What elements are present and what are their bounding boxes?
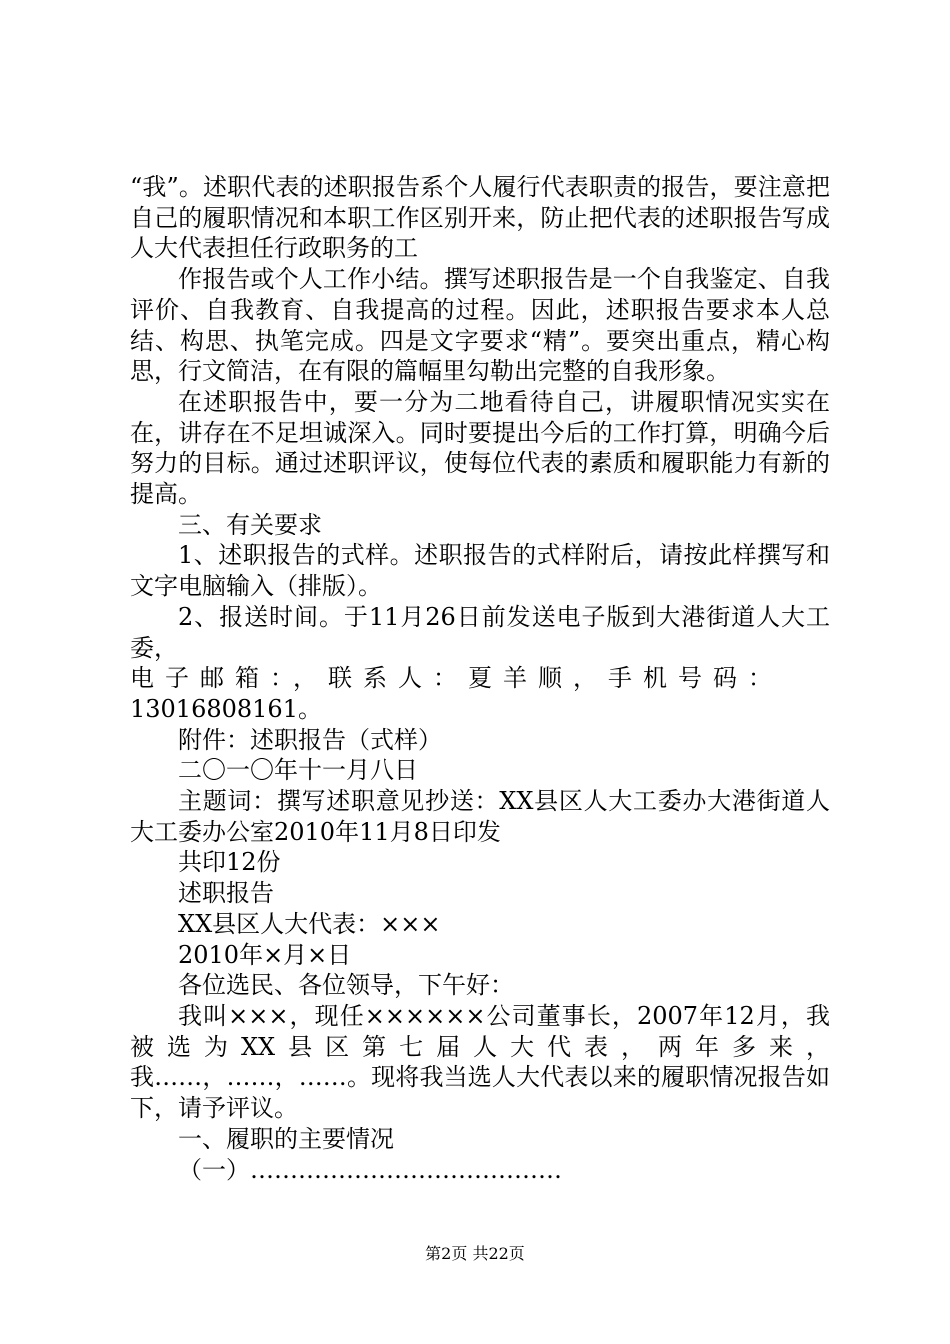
greeting: 各位选民、各位领导，下午好： — [178, 971, 514, 1000]
page-footer: 第2页 共22页 — [425, 1244, 525, 1263]
date-line: 二〇一〇年十一月八日 — [178, 756, 418, 785]
report-title: 述职报告 — [178, 879, 274, 908]
subject-line: 主题词：撰写述职意见抄送：XX县区人大工委办大港街道人大工委办公室2010年11月8日印发 — [130, 787, 830, 846]
copies-line: 共印12份 — [178, 848, 281, 877]
paragraph: “我”。述职代表的述职报告系个人履行代表职责的报告，要注意把自己的履职情况和本职工作区别开来，防止把代表的述职报告写成人大代表担任行政职务的工 — [130, 173, 830, 263]
report-date: 2010年×月×日 — [178, 940, 352, 969]
section-heading: 三、有关要求 — [178, 510, 322, 539]
paragraph: 2、报送时间。于11月26日前发送电子版到大港街道人大工委， — [130, 602, 830, 662]
attachment-line: 附件：述职报告（式样） — [178, 725, 442, 754]
paragraph: 在述职报告中，要一分为二地看待自己，讲履职情况实实在在，讲存在不足坦诚深入。同时要提出今后的工作打算，明确今后努力的目标。通过述职评议，使每位代表的素质和履职能力有新的提高。 — [130, 387, 830, 509]
subsection-heading: （一）………………………………… — [178, 1155, 562, 1184]
paragraph: 我叫×××，现任××××××公司董事长，2007年12月，我被选为XX县区第七届人大代表，两年多来，我……，……，……。现将我当选人大代表以来的履职情况报告如下，请予评议。 — [130, 1001, 830, 1123]
author-line: XX县区人大代表：××× — [178, 909, 441, 938]
document-body — [130, 172, 830, 1185]
paragraph: 1、述职报告的式样。述职报告的式样附后，请按此样撰写和文字电脑输入（排版）。 — [130, 541, 830, 601]
paragraph: 作报告或个人工作小结。撰写述职报告是一个自我鉴定、自我评价、自我教育、自我提高的过程。因此，述职报告要求本人总结、构思、执笔完成。四是文字要求“精”。要突出重点，精心构思，行文简洁，在有限的篇幅里勾勒出完整的自我形象。 — [130, 265, 830, 386]
phone-number: 13016808161。 — [130, 694, 322, 723]
section-heading: 一、履职的主要情况 — [178, 1124, 394, 1153]
paragraph: 电子邮箱：，联系人：夏羊顺，手机号码： — [130, 664, 783, 693]
